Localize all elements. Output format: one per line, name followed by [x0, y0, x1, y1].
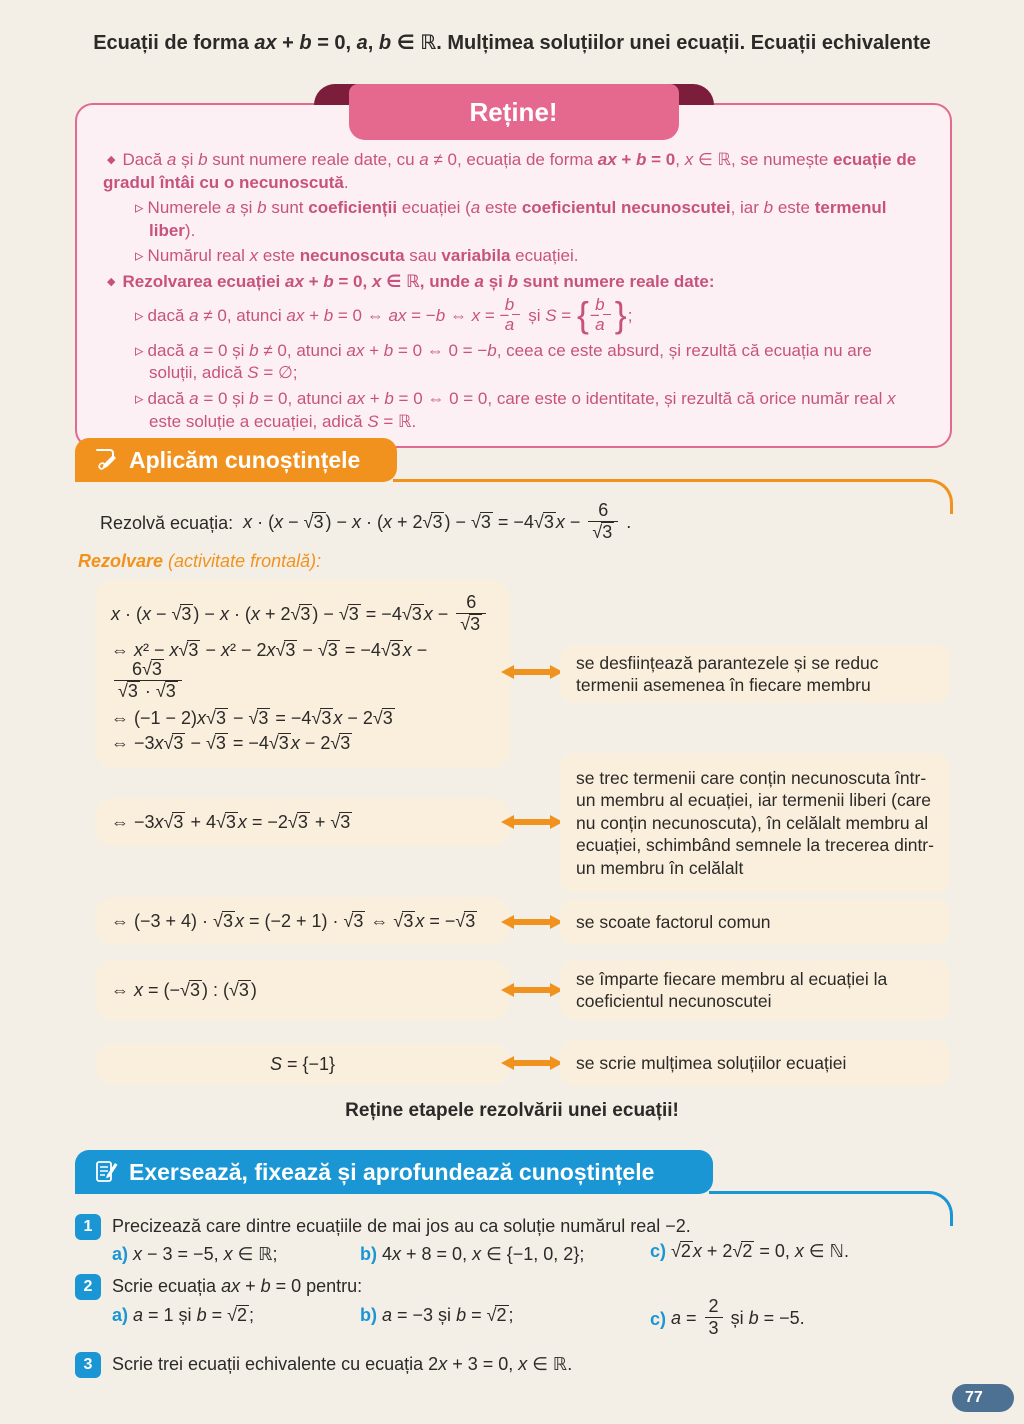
- retine-item: [103, 197, 924, 242]
- option-label: c): [650, 1241, 667, 1261]
- page-number-badge: [952, 1384, 1014, 1412]
- exercise-text: Scrie ecuația ax + b = 0 pentru:: [112, 1276, 363, 1296]
- triangle-bullet-icon: ▹: [135, 306, 144, 326]
- retine-title: Reține!: [469, 96, 558, 127]
- exercise-number-badge: [75, 1214, 101, 1240]
- exercise-option: [360, 1305, 514, 1326]
- section-title: Exersează, fixează și aprofundează cunoștințele: [129, 1158, 655, 1185]
- rezolvare-note: (activitate frontală):: [163, 551, 322, 571]
- double-arrow-icon: [501, 982, 563, 998]
- exercise-number: 3: [83, 1356, 93, 1373]
- retine-item: [103, 340, 924, 385]
- exercise-option: [650, 1298, 805, 1340]
- retine-item: [103, 388, 924, 433]
- section-header-aplicam: [75, 438, 397, 482]
- diamond-bullet-icon: ◆: [107, 276, 116, 289]
- note-box-5: [560, 1040, 950, 1086]
- double-arrow-icon: [501, 814, 563, 830]
- option-text: a = $\frac{2}{3}$ și b = −5.: [671, 1296, 805, 1338]
- exercise-number: 2: [83, 1278, 93, 1295]
- equation-box-5: [95, 1043, 510, 1085]
- option-label: c): [650, 1308, 667, 1329]
- triangle-bullet-icon: ▹: [135, 340, 144, 360]
- exercise-option: [650, 1241, 849, 1262]
- exercise-option: [112, 1305, 254, 1326]
- triangle-bullet-icon: ▹: [135, 198, 144, 218]
- retine-item: [103, 294, 924, 337]
- problem-equation: x · (x − √3 ) − x · (x + 2√3 ) − √3 = −4√3 x − $\frac{6}{√3}$ .: [243, 500, 632, 542]
- equation-line: ⇔ (−3 + 4) · √3 x = (−2 + 1) · √3 ⇔ √3 x = −√3: [111, 910, 476, 931]
- option-text: √2 x + 2√2 = 0, x ∈ ℕ.: [671, 1241, 849, 1261]
- note-box-2: [560, 753, 950, 893]
- equation-box-1: [95, 580, 510, 768]
- option-label: b): [360, 1305, 377, 1325]
- option-label: b): [360, 1244, 377, 1264]
- equation-line: ⇔ −3x√3 + 4√3 x = −2√3 + √3: [111, 811, 351, 832]
- equation-line: S = {−1}: [269, 1053, 336, 1074]
- exercise-number-badge: [75, 1352, 101, 1378]
- exercise-number: 1: [83, 1218, 93, 1235]
- note-text: se împarte fiecare membru al ecuației la coeficientul necunoscutei: [576, 968, 888, 1011]
- retine-item-text: Numerele a și b sunt coeficienții ecuației (a este coeficientul necunoscutei, iar b este termenul liber).: [147, 198, 887, 240]
- section-header-exerseaza: [75, 1150, 713, 1194]
- rezolvare-label: Rezolvare: [78, 551, 164, 571]
- exercise-text: Scrie trei ecuații echivalente cu ecuația 2x + 3 = 0, x ∈ ℝ.: [112, 1354, 573, 1374]
- equation-line: ⇔ x = (−√3 ) : (√3 ): [111, 979, 257, 1000]
- retine-ribbon: [349, 84, 679, 140]
- note-text: se scoate factorul comun: [576, 911, 771, 932]
- retine-item-text: dacă a = 0 și b ≠ 0, atunci ax + b = 0 ⇔ 0 = −b, ceea ce este absurd, și rezultă că ecuația nu are soluții, adică S = ∅;: [147, 340, 872, 383]
- retine-item-text: Rezolvarea ecuației ax + b = 0, x ∈ ℝ, unde a și b sunt numere reale date:: [122, 272, 715, 292]
- rezolvare-row: [78, 551, 321, 572]
- note-box-4: [560, 960, 950, 1020]
- diamond-bullet-icon: ◆: [107, 154, 116, 166]
- retine-item: [103, 245, 924, 268]
- retine-item-text: Numărul real x este necunoscuta sau variabila ecuației.: [147, 246, 579, 266]
- retine-item: [103, 149, 924, 194]
- double-arrow-icon: [501, 914, 563, 930]
- retine-item-text: dacă a = 0 și b = 0, atunci ax + b = 0 ⇔ 0 = 0, care este o identitate, și rezultă că orice număr real x este soluție a ecuației, adică S = ℝ.: [147, 388, 896, 431]
- option-text: a = 1 și b = √2 ;: [133, 1305, 255, 1325]
- exercise-option: [112, 1244, 278, 1265]
- triangle-bullet-icon: ▹: [135, 388, 144, 408]
- equation-box-4: [95, 960, 510, 1020]
- retine-box: [75, 96, 952, 448]
- double-arrow-icon: [501, 664, 563, 680]
- problem-statement: [100, 502, 631, 544]
- equation-line: ⇔ (−1 − 2)x√3 − √3 = −4√3 x − 2√3: [111, 708, 393, 729]
- section-divider-curve: [709, 1191, 953, 1226]
- option-label: a): [112, 1305, 129, 1325]
- retine-item-text: Dacă a și b sunt numere reale date, cu a ≠ 0, ecuația de forma ax + b = 0, x ∈ ℝ, se numește ecuație de gradul întâi cu o necunoscută.: [103, 150, 917, 192]
- note-box-3: [560, 899, 950, 945]
- option-text: a = −3 și b = √2 ;: [382, 1305, 514, 1325]
- exercise-option: [360, 1244, 584, 1265]
- exercise-text: Precizează care dintre ecuațiile de mai jos au ca soluție numărul real −2.: [112, 1216, 691, 1236]
- equation-box-3: [95, 897, 510, 945]
- triangle-bullet-icon: ▹: [135, 246, 144, 266]
- double-arrow-icon: [501, 1055, 563, 1071]
- option-label: a): [112, 1244, 129, 1264]
- equation-box-2: [95, 798, 510, 846]
- note-box-1: [560, 645, 950, 703]
- notebook-pen-icon: [93, 1159, 119, 1185]
- page-title: Ecuații de forma ax + b = 0, a, b ∈ ℝ. Mulțimea soluțiilor unei ecuații. Ecuații echivalente: [93, 32, 931, 54]
- equation-line: x · (x − √3 ) − x · (x + 2√3 ) − √3 = −4√3 x − $\frac{6}{√3}$: [111, 594, 494, 636]
- work-footer: Reține etapele rezolvării unei ecuații!: [345, 1100, 679, 1121]
- pen-icon: [93, 447, 119, 473]
- retine-item: [103, 271, 924, 294]
- note-text: se scrie mulțimea soluțiilor ecuației: [576, 1052, 847, 1073]
- option-text: 4x + 8 = 0, x ∈ {−1, 0, 2};: [382, 1244, 585, 1264]
- option-text: x − 3 = −5, x ∈ ℝ;: [133, 1244, 278, 1264]
- retine-content: [77, 105, 950, 446]
- note-text: se trec termenii care conțin necunoscuta într-un membru al ecuației, iar termenii liberi (care nu conțin necunoscuta), în celălalt membru al ecuației, schimbând semnele la trecerea dintr-un membru în celălalt: [576, 768, 934, 878]
- equation-line: ⇔ x² − x√3 − x² − 2x√3 − √3 = −4√3 x − $\frac{6√3}{√3 \cdot √3}$: [111, 640, 428, 702]
- exercise-number-badge: [75, 1274, 101, 1300]
- equation-line: ⇔ −3x√3 − √3 = −4√3 x − 2√3: [111, 733, 351, 754]
- retine-item-text: dacă a ≠ 0, atunci ax + b = 0 ⇔ ax = −b ⇔ x = − $\frac{b}{a}$ și S = {− $\frac{b}{a}$ };: [147, 294, 633, 335]
- note-text: se desființează parantezele și se reduc termenii asemenea în fiecare membru: [576, 652, 879, 695]
- section-title: Aplicăm cunoștințele: [129, 446, 361, 473]
- problem-label: Rezolvă ecuația:: [100, 512, 234, 533]
- page-number: 77: [965, 1389, 983, 1406]
